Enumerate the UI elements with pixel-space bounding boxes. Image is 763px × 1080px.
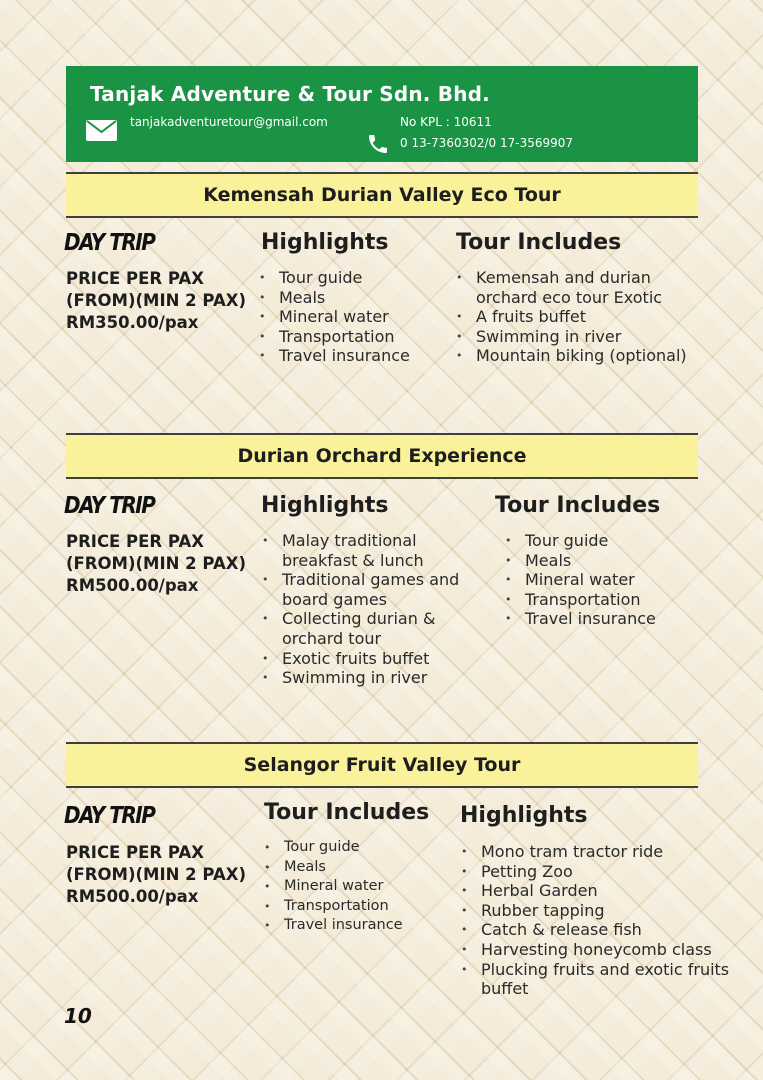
- list-item: • Transportation: [259, 327, 449, 347]
- tour-title: Kemensah Durian Valley Eco Tour: [66, 172, 698, 218]
- price-block: [66, 268, 246, 334]
- list-item: • Travel insurance: [505, 609, 695, 629]
- page-number: 10: [64, 1004, 92, 1028]
- contact-phone[interactable]: 0 13-7360302/0 17-3569907: [400, 136, 574, 150]
- list-item: • Transportation: [264, 897, 454, 917]
- price-line: PRICE PER PAX: [66, 269, 204, 288]
- price-line: PRICE PER PAX: [66, 843, 204, 862]
- list-item: • Collecting durian & orchard tour: [262, 609, 472, 648]
- column-heading: Tour Includes: [456, 230, 622, 255]
- list-item: • Catch & release fish: [461, 920, 743, 940]
- list-item: • Meals: [259, 288, 449, 308]
- price-line: RM350.00/pax: [66, 313, 199, 332]
- day-trip-label: DAY TRIP: [64, 801, 155, 829]
- list-item: • A fruits buffet: [456, 307, 701, 327]
- column-heading: Tour Includes: [495, 493, 661, 518]
- list-item: • Meals: [264, 858, 454, 878]
- contact-email[interactable]: tanjakadventuretour@gmail.com: [130, 115, 328, 129]
- list-item: • Harvesting honeycomb class: [461, 940, 743, 960]
- tour-includes-list: [264, 838, 454, 936]
- list-item: • Swimming in river: [456, 327, 701, 347]
- tour-includes-list: [456, 268, 701, 366]
- list-item: • Travel insurance: [264, 916, 454, 936]
- list-item: • Malay traditional breakfast & lunch: [262, 531, 472, 570]
- list-item: • Rubber tapping: [461, 901, 743, 921]
- company-name: Tanjak Adventure & Tour Sdn. Bhd.: [90, 82, 490, 106]
- list-item: • Mountain biking (optional): [456, 346, 701, 366]
- list-item: • Mineral water: [505, 570, 695, 590]
- list-item: • Traditional games and board games: [262, 570, 472, 609]
- price-line: (FROM)(MIN 2 PAX): [66, 865, 246, 884]
- highlights-list: [262, 531, 472, 688]
- list-item: • Swimming in river: [262, 668, 472, 688]
- list-item: • Herbal Garden: [461, 881, 743, 901]
- list-item: • Travel insurance: [259, 346, 449, 366]
- column-heading: Highlights: [460, 803, 588, 828]
- day-trip-label: DAY TRIP: [64, 228, 155, 256]
- price-line: (FROM)(MIN 2 PAX): [66, 291, 246, 310]
- list-item: • Exotic fruits buffet: [262, 649, 472, 669]
- price-block: [66, 842, 246, 908]
- list-item: • Kemensah and durian orchard eco tour Exotic: [456, 268, 701, 307]
- mail-icon: [86, 120, 117, 141]
- price-line: RM500.00/pax: [66, 576, 199, 595]
- column-heading: Highlights: [261, 493, 389, 518]
- list-item: • Transportation: [505, 590, 695, 610]
- list-item: • Meals: [505, 551, 695, 571]
- list-item: • Tour guide: [259, 268, 449, 288]
- price-line: RM500.00/pax: [66, 887, 199, 906]
- list-item: • Mineral water: [259, 307, 449, 327]
- license-number: No KPL : 10611: [400, 115, 492, 129]
- day-trip-label: DAY TRIP: [64, 491, 155, 519]
- highlights-list: [259, 268, 449, 366]
- tour-title: Selangor Fruit Valley Tour: [66, 742, 698, 788]
- tour-title: Durian Orchard Experience: [66, 433, 698, 479]
- tour-includes-list: [505, 531, 695, 629]
- list-item: • Mineral water: [264, 877, 454, 897]
- company-header: [66, 66, 698, 162]
- highlights-list: [461, 842, 743, 999]
- list-item: • Plucking fruits and exotic fruits buffet: [461, 960, 743, 999]
- price-line: PRICE PER PAX: [66, 532, 204, 551]
- column-heading: Tour Includes: [264, 800, 430, 825]
- price-line: (FROM)(MIN 2 PAX): [66, 554, 246, 573]
- price-block: [66, 531, 246, 597]
- list-item: • Mono tram tractor ride: [461, 842, 743, 862]
- column-heading: Highlights: [261, 230, 389, 255]
- list-item: • Tour guide: [505, 531, 695, 551]
- list-item: • Petting Zoo: [461, 862, 743, 882]
- list-item: • Tour guide: [264, 838, 454, 858]
- phone-icon: [366, 132, 390, 156]
